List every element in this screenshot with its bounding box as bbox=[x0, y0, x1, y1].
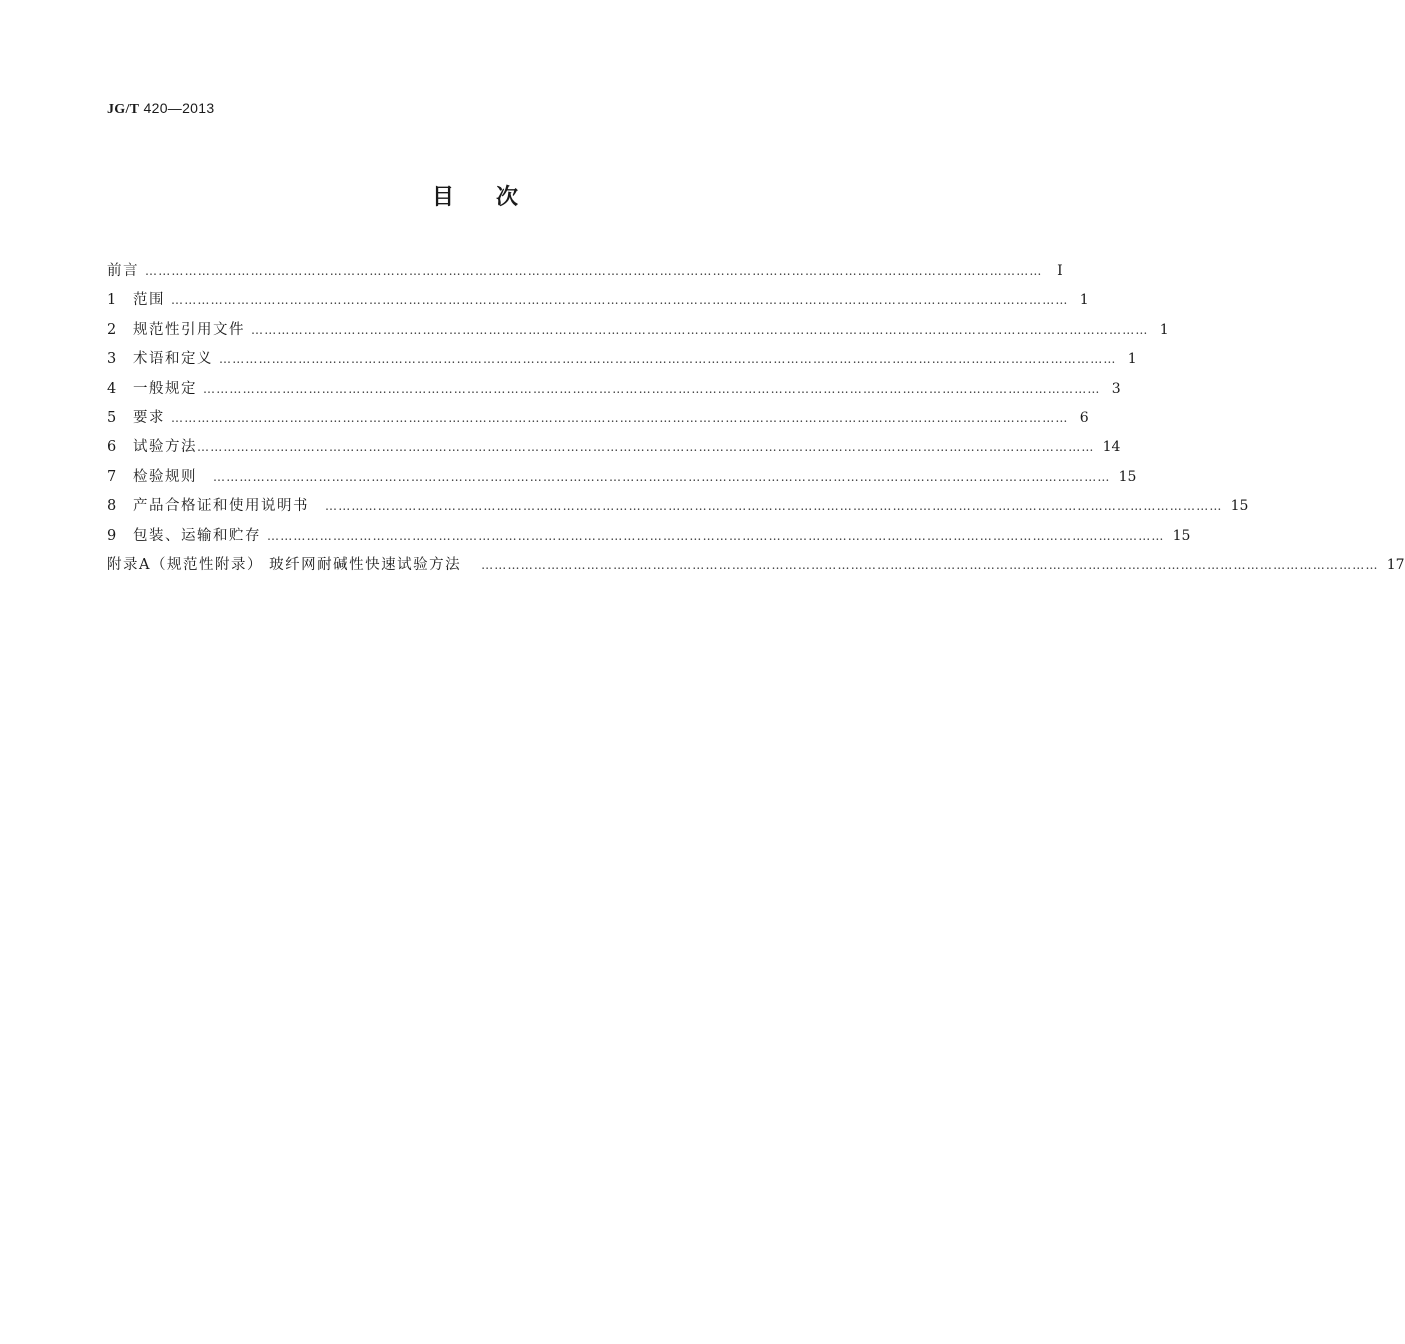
toc-page-number: 14 bbox=[1102, 439, 1121, 456]
toc-entry-7[interactable] bbox=[107, 465, 1137, 494]
toc-entry-9[interactable] bbox=[107, 524, 1191, 553]
toc-entry-4[interactable] bbox=[107, 377, 1121, 406]
toc-leader-dots: …………………………………………………………………………………………………………………………………………………………………………………… bbox=[197, 440, 1095, 455]
toc-entry-number: 4 bbox=[107, 380, 117, 397]
toc-leader-dots: …………………………………………………………………………………………………………………………………………………………………………………… bbox=[171, 410, 1069, 425]
toc-leader-dots: …………………………………………………………………………………………………………………………………………………………………………………… bbox=[145, 264, 1043, 278]
toc-page-number: 15 bbox=[1172, 527, 1191, 544]
toc-page-number: 1 bbox=[1159, 321, 1169, 338]
toc-entry-6[interactable] bbox=[107, 435, 1121, 464]
toc-page-number: 1 bbox=[1079, 292, 1089, 309]
toc-entry-number: 3 bbox=[107, 351, 117, 368]
toc-entry-annex-a[interactable] bbox=[107, 553, 1405, 582]
toc-leader-dots: …………………………………………………………………………………………………………………………………………………………………………………… bbox=[325, 499, 1223, 514]
toc-entry-label: 范围 bbox=[133, 292, 165, 309]
toc-entry-label: 一般规定 bbox=[133, 380, 197, 397]
toc-entry-label: 检验规则 bbox=[133, 468, 197, 485]
toc-leader-dots: …………………………………………………………………………………………………………………………………………………………………………………… bbox=[219, 352, 1117, 367]
toc-entry-number: 2 bbox=[107, 321, 117, 338]
toc-leader-dots: …………………………………………………………………………………………………………………………………………………………………………………… bbox=[171, 293, 1069, 308]
toc-leader-dots: …………………………………………………………………………………………………………………………………………………………………………………… bbox=[267, 528, 1165, 543]
toc-entry-number: 5 bbox=[107, 409, 117, 426]
toc-title: 目次 bbox=[431, 185, 560, 210]
toc-entry-number: 1 bbox=[107, 292, 117, 309]
toc-page-number: 15 bbox=[1118, 468, 1137, 485]
toc-entry-number: 7 bbox=[107, 468, 117, 485]
toc-page-number: 6 bbox=[1079, 409, 1089, 426]
toc-entry-number: 6 bbox=[107, 439, 117, 456]
toc-entry-label: 规范性引用文件 bbox=[133, 321, 245, 338]
toc-entry-label: 附录A（规范性附录） 玻纤网耐碱性快速试验方法 bbox=[107, 556, 462, 573]
toc-entry-label: 术语和定义 bbox=[133, 351, 213, 368]
table-of-contents bbox=[107, 259, 1405, 582]
standard-code bbox=[107, 100, 214, 118]
toc-entry-foreword[interactable] bbox=[107, 259, 1063, 288]
standard-code-prefix: JG/T bbox=[107, 102, 140, 117]
toc-entry-number: 9 bbox=[107, 527, 117, 544]
toc-entry-label: 包装、运输和贮存 bbox=[133, 527, 261, 544]
toc-leader-dots: …………………………………………………………………………………………………………………………………………………………………………………… bbox=[213, 469, 1111, 484]
toc-entry-2[interactable] bbox=[107, 318, 1169, 347]
toc-entry-5[interactable] bbox=[107, 406, 1089, 435]
toc-page-number: 17 bbox=[1386, 556, 1405, 573]
toc-entry-label: 前言 bbox=[107, 263, 139, 279]
toc-entry-number: 8 bbox=[107, 498, 117, 515]
toc-leader-dots: …………………………………………………………………………………………………………………………………………………………………………………… bbox=[203, 381, 1101, 396]
toc-page-number: 3 bbox=[1111, 380, 1121, 397]
toc-entry-label: 要求 bbox=[133, 409, 165, 426]
toc-entry-label: 试验方法 bbox=[133, 439, 197, 456]
toc-page-number: 15 bbox=[1230, 498, 1249, 515]
toc-entry-3[interactable] bbox=[107, 347, 1137, 376]
toc-leader-dots: …………………………………………………………………………………………………………………………………………………………………………………… bbox=[481, 557, 1379, 572]
toc-leader-dots: …………………………………………………………………………………………………………………………………………………………………………………… bbox=[251, 322, 1149, 337]
standard-code-number: 420—2013 bbox=[139, 100, 215, 116]
toc-entry-8[interactable] bbox=[107, 494, 1249, 523]
toc-page-number: 1 bbox=[1127, 351, 1137, 368]
toc-page-number: Ⅰ bbox=[1057, 263, 1063, 279]
toc-entry-label: 产品合格证和使用说明书 bbox=[133, 498, 309, 515]
toc-entry-1[interactable] bbox=[107, 288, 1089, 317]
